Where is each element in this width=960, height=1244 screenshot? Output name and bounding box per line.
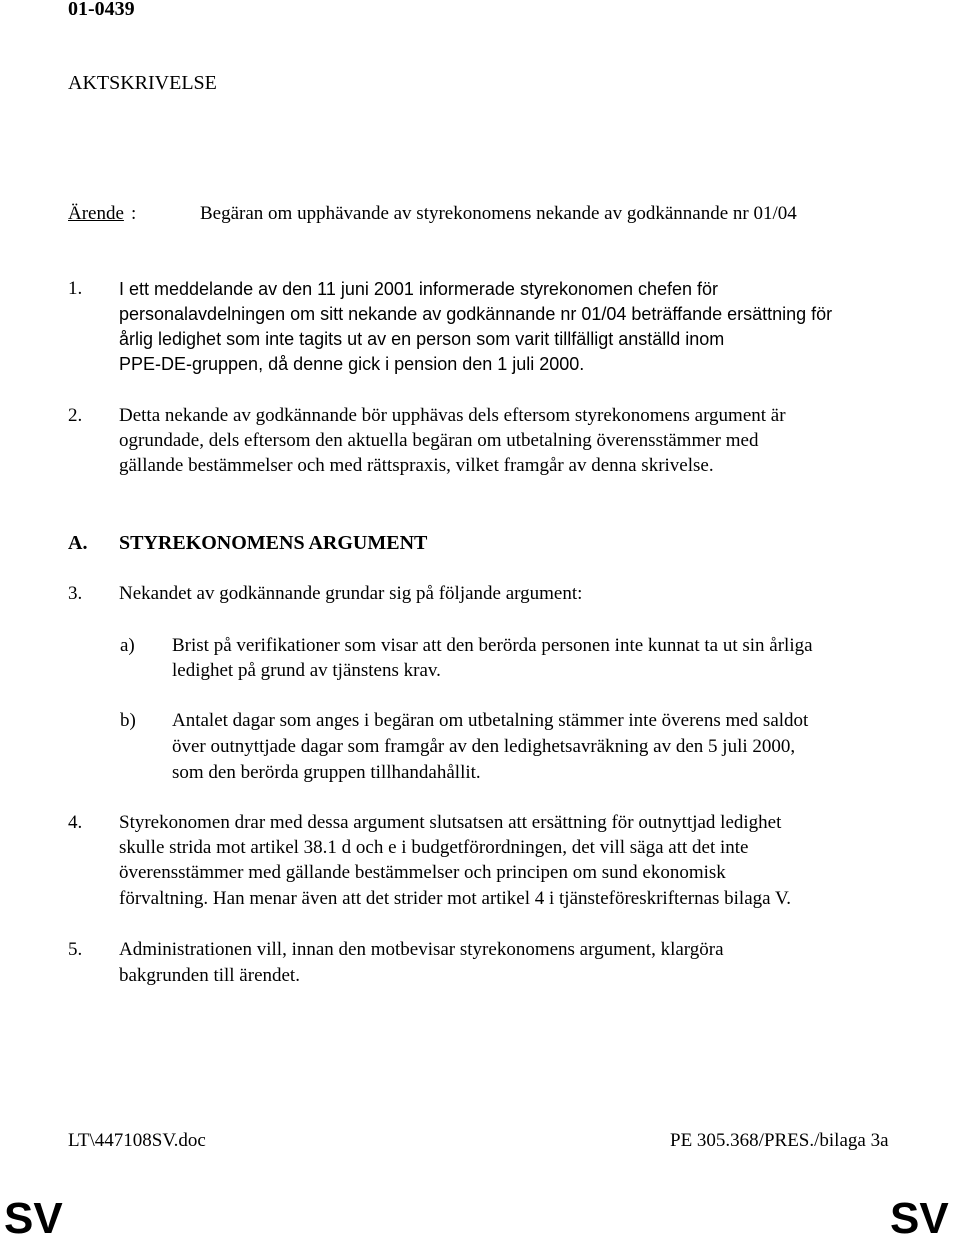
paragraph-4-line: Styrekonomen drar med dessa argument slutsatsen att ersättning för outnyttjad ledighet [119, 812, 782, 833]
paragraph-1-number: 1. [68, 278, 83, 299]
footer-reference: PE 305.368/PRES./bilaga 3a [670, 1130, 889, 1151]
paragraph-3-text: Nekandet av godkännande grundar sig på följande argument: [119, 583, 583, 604]
document-number: 01-0439 [68, 0, 135, 20]
language-code-right: SV [890, 1194, 949, 1243]
language-code-left: SV [4, 1194, 63, 1243]
paragraph-1-line: I ett meddelande av den 11 juni 2001 informerade styrekonomen chefen för [119, 279, 719, 299]
list-item-line: som den berörda gruppen tillhandahållit. [172, 762, 481, 783]
paragraph-2-line: Detta nekande av godkännande bör upphävas dels eftersom styrekonomens argument är [119, 405, 786, 426]
list-item-line: Antalet dagar som anges i begäran om utbetalning stämmer inte överens med saldot [172, 710, 809, 731]
subject-text: Begäran om upphävande av styrekonomens nekande av godkännande nr 01/04 [200, 203, 797, 224]
paragraph-2-line: gällande bestämmelser och med rättspraxis, vilket framgår av denna skrivelse. [119, 455, 714, 476]
list-item-label: b) [120, 710, 136, 731]
paragraph-3-number: 3. [68, 583, 83, 604]
paragraph-4-line: skulle strida mot artikel 38.1 d och e i budgetförordningen, det vill säga att det inte [119, 837, 749, 858]
subject-colon: : [131, 203, 137, 224]
list-item-line: Brist på verifikationer som visar att den berörda personen inte kunnat ta ut sin årliga [172, 635, 813, 656]
subject-label: Ärende [68, 203, 124, 224]
paragraph-5-line: bakgrunden till ärendet. [119, 965, 300, 986]
document-heading: AKTSKRIVELSE [68, 72, 217, 94]
list-item-label: a) [120, 635, 135, 656]
paragraph-5-line: Administrationen vill, innan den motbevisar styrekonomens argument, klargöra [119, 939, 724, 960]
footer-file-name: LT\447108SV.doc [68, 1130, 206, 1151]
paragraph-4-line: överensstämmer med gällande bestämmelser och principen om sund ekonomisk [119, 862, 726, 883]
paragraph-2-line: ogrundade, dels eftersom den aktuella begäran om utbetalning överensstämmer med [119, 430, 759, 451]
paragraph-1-line: personalavdelningen om sitt nekande av godkännande nr 01/04 beträffande ersättning för [119, 304, 833, 324]
paragraph-2-number: 2. [68, 405, 83, 426]
section-letter: A. [68, 532, 88, 554]
list-item-line: över outnyttjade dagar som framgår av den ledighetsavräkning av den 5 juli 2000, [172, 736, 796, 757]
list-item-line: ledighet på grund av tjänstens krav. [172, 660, 441, 681]
paragraph-1-line: PPE-DE-gruppen, då denne gick i pension den 1 juli 2000. [119, 354, 585, 374]
paragraph-5-number: 5. [68, 939, 83, 960]
section-title: STYREKONOMENS ARGUMENT [119, 532, 428, 554]
paragraph-4-line: förvaltning. Han menar även att det strider mot artikel 4 i tjänsteföreskrifternas bilaga V. [119, 888, 792, 909]
paragraph-4-number: 4. [68, 812, 83, 833]
paragraph-1-line: årlig ledighet som inte tagits ut av en person som varit tillfälligt anställd inom [119, 329, 725, 349]
